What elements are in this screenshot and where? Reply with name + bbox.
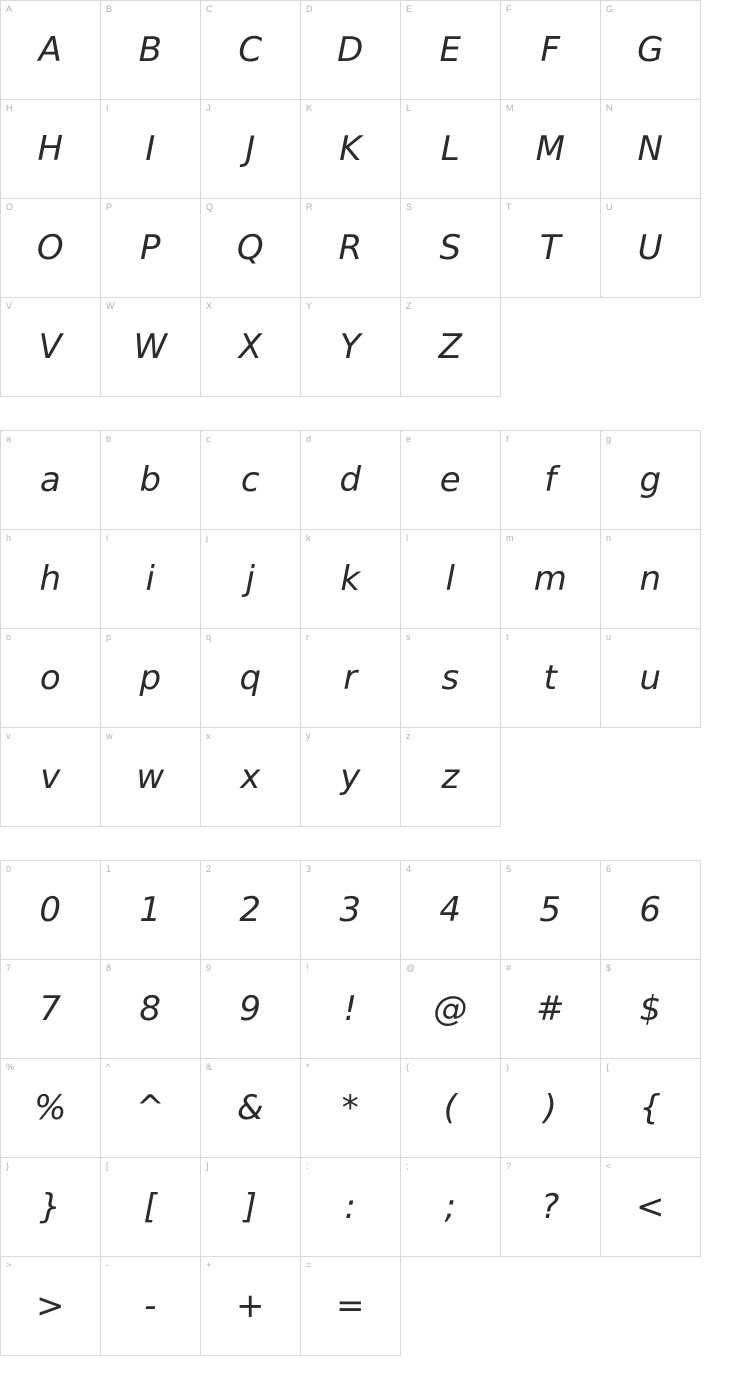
glyph-cell-empty <box>601 298 701 397</box>
glyph-cell <box>601 960 701 1059</box>
glyph-code-label: + <box>206 1260 212 1270</box>
section-divider-2 <box>0 827 740 860</box>
glyph-code-label: M <box>506 103 514 113</box>
glyph-cell-empty <box>601 1257 701 1356</box>
glyph-code-label: ( <box>406 1062 409 1072</box>
glyph-sample: [ <box>143 1187 158 1227</box>
glyph-code-label: 8 <box>106 963 112 973</box>
glyph-sample: q <box>239 658 262 698</box>
glyph-cell <box>301 861 401 960</box>
glyph-sample: Q <box>236 228 265 268</box>
glyph-code-label: 0 <box>6 864 12 874</box>
glyph-code-label: @ <box>406 963 416 973</box>
glyph-sample: p <box>139 658 162 698</box>
glyph-cell <box>401 728 501 827</box>
glyph-code-label: k <box>306 533 311 543</box>
glyph-sample: U <box>637 228 664 268</box>
glyph-code-label: L <box>406 103 412 113</box>
glyph-sample: ; <box>444 1187 457 1227</box>
glyph-sample: S <box>439 228 462 268</box>
glyph-code-label: - <box>106 1260 109 1270</box>
glyph-cell <box>201 199 301 298</box>
glyph-sample: R <box>338 228 363 268</box>
glyph-cell <box>201 728 301 827</box>
glyph-grid-lowercase <box>0 430 701 827</box>
glyph-sample: = <box>336 1286 365 1326</box>
glyph-sample: > <box>36 1286 65 1326</box>
glyph-code-label: % <box>6 1062 15 1072</box>
glyph-sample: 2 <box>239 890 262 930</box>
glyph-code-label: c <box>206 434 211 444</box>
glyph-code-label: 2 <box>206 864 212 874</box>
glyph-sample: L <box>440 129 461 169</box>
glyph-code-label: ) <box>506 1062 509 1072</box>
glyph-cell <box>501 1158 601 1257</box>
glyph-sample: e <box>439 460 462 500</box>
glyph-cell <box>201 431 301 530</box>
glyph-code-label: f <box>506 434 509 444</box>
glyph-code-label: i <box>106 533 108 543</box>
glyph-code-label: u <box>606 632 612 642</box>
glyph-code-label: 6 <box>606 864 612 874</box>
glyph-sample: b <box>139 460 162 500</box>
glyph-cell <box>201 1158 301 1257</box>
glyph-sample: v <box>40 757 61 797</box>
glyph-code-label: 4 <box>406 864 412 874</box>
glyph-cell <box>601 861 701 960</box>
glyph-sample: @ <box>433 989 468 1029</box>
glyph-cell <box>601 199 701 298</box>
glyph-code-label: { <box>606 1062 610 1072</box>
glyph-sample: H <box>37 129 64 169</box>
glyph-cell <box>1 199 101 298</box>
glyph-code-label: 9 <box>206 963 212 973</box>
glyph-sample: 7 <box>39 989 62 1029</box>
glyph-cell <box>1 530 101 629</box>
glyph-sample: s <box>441 658 460 698</box>
glyph-sample: A <box>38 30 63 70</box>
glyph-sample: T <box>539 228 562 268</box>
glyph-cell <box>401 960 501 1059</box>
glyph-cell <box>501 861 601 960</box>
glyph-cell-empty <box>601 728 701 827</box>
glyph-section-uppercase <box>0 0 740 397</box>
glyph-code-label: < <box>606 1161 612 1171</box>
glyph-code-label: l <box>406 533 408 543</box>
glyph-code-label: 5 <box>506 864 512 874</box>
glyph-code-label: K <box>306 103 313 113</box>
glyph-code-label: o <box>6 632 12 642</box>
glyph-sample: : <box>344 1187 357 1227</box>
glyph-code-label: N <box>606 103 613 113</box>
glyph-sample: 4 <box>439 890 462 930</box>
glyph-code-label: g <box>606 434 612 444</box>
glyph-cell <box>1 1059 101 1158</box>
glyph-cell <box>501 1 601 100</box>
glyph-code-label: s <box>406 632 411 642</box>
glyph-cell <box>201 100 301 199</box>
glyph-sample: { <box>639 1088 662 1128</box>
glyph-cell <box>201 1 301 100</box>
glyph-cell <box>101 298 201 397</box>
glyph-sample: Y <box>339 327 362 367</box>
glyph-sample: f <box>544 460 557 500</box>
glyph-cell <box>1 629 101 728</box>
glyph-sample: y <box>340 757 361 797</box>
glyph-code-label: ] <box>206 1161 209 1171</box>
glyph-sample: } <box>39 1187 62 1227</box>
glyph-cell <box>401 199 501 298</box>
glyph-sample: W <box>133 327 168 367</box>
glyph-sample: J <box>245 129 256 169</box>
glyph-sample: # <box>536 989 565 1029</box>
glyph-code-label: = <box>306 1260 312 1270</box>
glyph-cell <box>101 431 201 530</box>
bottom-margin <box>0 1356 740 1376</box>
glyph-code-label: d <box>306 434 312 444</box>
glyph-code-label: Y <box>306 301 313 311</box>
glyph-cell <box>301 1059 401 1158</box>
glyph-code-label: r <box>306 632 309 642</box>
glyph-cell <box>1 1257 101 1356</box>
glyph-code-label: * <box>306 1062 310 1072</box>
glyph-sample: < <box>636 1187 665 1227</box>
glyph-cell <box>101 728 201 827</box>
glyph-code-label: X <box>206 301 213 311</box>
glyph-code-label: ? <box>506 1161 512 1171</box>
glyph-sample: 9 <box>239 989 262 1029</box>
glyph-sample: o <box>39 658 62 698</box>
glyph-sample: 5 <box>539 890 562 930</box>
glyph-grid-digits-and-symbols <box>0 860 701 1356</box>
glyph-sample: K <box>339 129 362 169</box>
glyph-sample: x <box>240 757 261 797</box>
glyph-code-label: b <box>106 434 112 444</box>
glyph-cell <box>401 298 501 397</box>
glyph-cell <box>201 960 301 1059</box>
glyph-cell <box>401 861 501 960</box>
glyph-sample: B <box>138 30 163 70</box>
glyph-cell-empty <box>501 728 601 827</box>
glyph-cell <box>101 1059 201 1158</box>
glyph-cell <box>201 861 301 960</box>
glyph-code-label: 3 <box>306 864 312 874</box>
glyph-sample: & <box>236 1088 264 1128</box>
glyph-sample: C <box>238 30 263 70</box>
glyph-sample: 8 <box>139 989 162 1029</box>
glyph-sample: l <box>445 559 456 599</box>
glyph-code-label: G <box>606 4 614 14</box>
glyph-sample: z <box>441 757 460 797</box>
glyph-code-label: # <box>506 963 512 973</box>
glyph-code-label: C <box>206 4 213 14</box>
glyph-sample: 1 <box>139 890 162 930</box>
glyph-cell <box>601 629 701 728</box>
glyph-cell <box>101 530 201 629</box>
glyph-cell <box>301 100 401 199</box>
glyph-cell <box>1 431 101 530</box>
glyph-cell <box>1 861 101 960</box>
glyph-cell-empty <box>401 1257 501 1356</box>
glyph-sample: N <box>637 129 664 169</box>
glyph-cell <box>101 861 201 960</box>
glyph-cell <box>401 100 501 199</box>
glyph-code-label: ; <box>406 1161 409 1171</box>
glyph-sample: ] <box>243 1187 258 1227</box>
glyph-code-label: a <box>6 434 12 444</box>
glyph-code-label: O <box>6 202 14 212</box>
glyph-sample: + <box>236 1286 265 1326</box>
glyph-cell <box>301 1257 401 1356</box>
glyph-code-label: P <box>106 202 113 212</box>
glyph-sample: 6 <box>639 890 662 930</box>
glyph-code-label: S <box>406 202 413 212</box>
glyph-sample: P <box>139 228 161 268</box>
glyph-cell <box>201 1059 301 1158</box>
glyph-sample: - <box>144 1286 157 1326</box>
glyph-sample: u <box>639 658 662 698</box>
glyph-cell <box>201 629 301 728</box>
glyph-code-label: z <box>406 731 411 741</box>
glyph-sample: M <box>535 129 566 169</box>
glyph-code-label: ^ <box>106 1062 111 1072</box>
glyph-sample: V <box>38 327 63 367</box>
glyph-cell <box>601 431 701 530</box>
glyph-cell <box>601 1158 701 1257</box>
glyph-cell <box>1 1158 101 1257</box>
glyph-cell <box>601 530 701 629</box>
glyph-code-label: h <box>6 533 12 543</box>
glyph-cell <box>101 1257 201 1356</box>
glyph-cell <box>501 960 601 1059</box>
glyph-cell <box>601 100 701 199</box>
glyph-sample: n <box>639 559 662 599</box>
glyph-sample: w <box>136 757 165 797</box>
glyph-code-label: t <box>506 632 509 642</box>
glyph-code-label: Q <box>206 202 214 212</box>
glyph-cell <box>1 298 101 397</box>
glyph-code-label: R <box>306 202 313 212</box>
glyph-cell <box>101 629 201 728</box>
glyph-cell <box>501 629 601 728</box>
glyph-code-label: U <box>606 202 613 212</box>
glyph-cell <box>201 298 301 397</box>
glyph-cell <box>501 431 601 530</box>
glyph-code-label: 7 <box>6 963 12 973</box>
glyph-cell <box>1 1 101 100</box>
glyph-cell <box>401 629 501 728</box>
glyph-sample: a <box>39 460 62 500</box>
glyph-cell <box>601 1059 701 1158</box>
glyph-sample: G <box>637 30 664 70</box>
glyph-code-label: F <box>506 4 512 14</box>
glyph-sample: X <box>238 327 263 367</box>
glyph-sample: % <box>34 1088 67 1128</box>
glyph-cell-empty <box>501 298 601 397</box>
glyph-sample: ^ <box>136 1088 165 1128</box>
glyph-sample: c <box>240 460 261 500</box>
glyph-code-label: H <box>6 103 13 113</box>
glyph-cell <box>601 1 701 100</box>
glyph-cell <box>301 1 401 100</box>
glyph-sample: O <box>36 228 65 268</box>
glyph-section-lowercase <box>0 430 740 827</box>
glyph-sample: I <box>145 129 156 169</box>
glyph-sample: D <box>337 30 364 70</box>
glyph-code-label: Z <box>406 301 412 311</box>
glyph-code-label: [ <box>106 1161 109 1171</box>
glyph-sample: j <box>245 559 256 599</box>
glyph-grid-uppercase <box>0 0 701 397</box>
glyph-sample: E <box>439 30 462 70</box>
glyph-cell <box>1 960 101 1059</box>
glyph-cell <box>1 100 101 199</box>
glyph-code-label: p <box>106 632 112 642</box>
glyph-cell <box>301 431 401 530</box>
glyph-sample: 3 <box>339 890 362 930</box>
glyph-cell <box>301 199 401 298</box>
glyph-sample: m <box>533 559 568 599</box>
glyph-cell <box>501 199 601 298</box>
glyph-sample: r <box>343 658 358 698</box>
glyph-sample: 0 <box>39 890 62 930</box>
glyph-cell <box>501 100 601 199</box>
glyph-sample: $ <box>639 989 662 1029</box>
glyph-code-label: ! <box>306 963 309 973</box>
glyph-code-label: q <box>206 632 212 642</box>
glyph-code-label: 1 <box>106 864 112 874</box>
glyph-cell <box>301 960 401 1059</box>
glyph-cell <box>101 199 201 298</box>
glyph-sample: ! <box>343 989 358 1029</box>
glyph-cell <box>401 1 501 100</box>
glyph-sample: ) <box>543 1088 558 1128</box>
glyph-code-label: } <box>6 1161 10 1171</box>
glyph-cell <box>1 728 101 827</box>
glyph-sample: t <box>543 658 558 698</box>
glyph-code-label: B <box>106 4 113 14</box>
glyph-cell <box>101 960 201 1059</box>
glyph-cell <box>201 1257 301 1356</box>
glyph-code-label: v <box>6 731 11 741</box>
glyph-code-label: & <box>206 1062 213 1072</box>
glyph-code-label: x <box>206 731 211 741</box>
glyph-sample: F <box>540 30 561 70</box>
glyph-cell <box>401 1059 501 1158</box>
glyph-code-label: : <box>306 1161 309 1171</box>
glyph-code-label: W <box>106 301 115 311</box>
glyph-sample: d <box>339 460 362 500</box>
glyph-sample: i <box>145 559 156 599</box>
glyph-code-label: I <box>106 103 109 113</box>
glyph-cell-empty <box>501 1257 601 1356</box>
glyph-cell <box>401 530 501 629</box>
glyph-cell <box>201 530 301 629</box>
glyph-code-label: J <box>206 103 211 113</box>
glyph-sample: k <box>340 559 361 599</box>
glyph-code-label: e <box>406 434 412 444</box>
glyph-cell <box>101 100 201 199</box>
glyph-cell <box>301 530 401 629</box>
glyph-sample: ? <box>541 1187 560 1227</box>
glyph-sample: h <box>39 559 62 599</box>
glyph-cell <box>501 530 601 629</box>
glyph-cell <box>401 431 501 530</box>
glyph-code-label: A <box>6 4 13 14</box>
glyph-code-label: y <box>306 731 311 741</box>
glyph-code-label: n <box>606 533 612 543</box>
glyph-code-label: E <box>406 4 413 14</box>
glyph-cell <box>301 728 401 827</box>
glyph-cell <box>501 1059 601 1158</box>
glyph-code-label: w <box>106 731 113 741</box>
section-divider-1 <box>0 397 740 430</box>
glyph-sample: Z <box>438 327 463 367</box>
glyph-sample: * <box>341 1088 360 1128</box>
glyph-cell <box>401 1158 501 1257</box>
glyph-cell <box>101 1158 201 1257</box>
glyph-code-label: m <box>506 533 514 543</box>
glyph-sample: g <box>639 460 662 500</box>
glyph-cell <box>101 1 201 100</box>
glyph-cell <box>301 298 401 397</box>
glyph-code-label: V <box>6 301 13 311</box>
glyph-sample: ( <box>443 1088 458 1128</box>
glyph-code-label: > <box>6 1260 12 1270</box>
glyph-code-label: j <box>206 533 208 543</box>
glyph-code-label: D <box>306 4 313 14</box>
glyph-code-label: T <box>506 202 512 212</box>
glyph-cell <box>301 629 401 728</box>
glyph-code-label: $ <box>606 963 612 973</box>
glyph-section-digits-and-symbols <box>0 860 740 1356</box>
glyph-cell <box>301 1158 401 1257</box>
